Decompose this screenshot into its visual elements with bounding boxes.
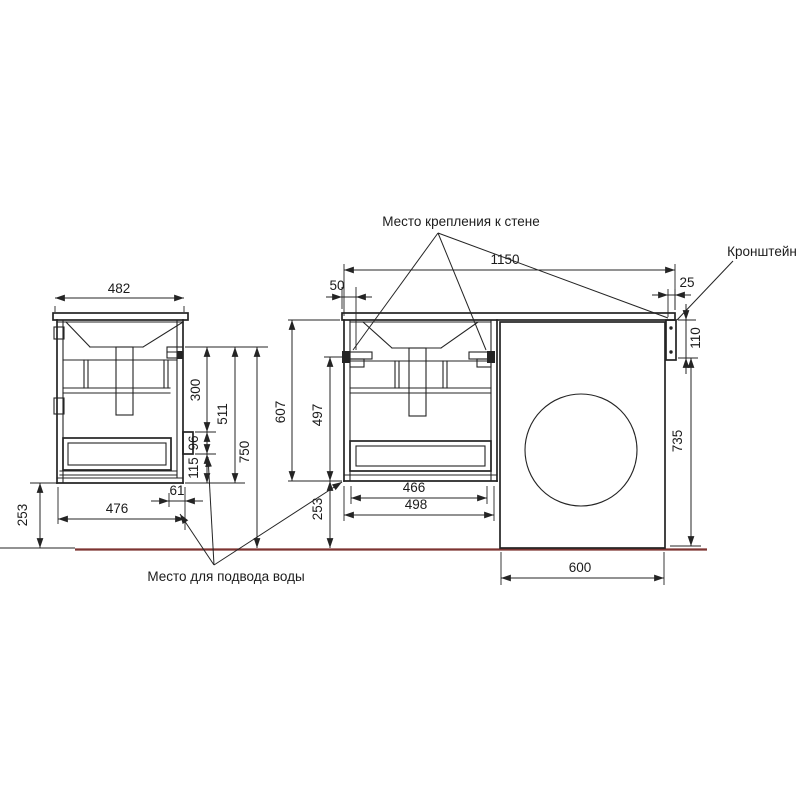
side-drain-pipe (116, 347, 133, 415)
dim-497: 497 (310, 403, 325, 427)
dim-482: 482 (107, 281, 131, 296)
dim-511: 511 (215, 403, 230, 425)
front-view-cabinet (342, 313, 675, 481)
dim-1150: 1150 (490, 252, 520, 267)
dim-735: 735 (670, 429, 685, 453)
bracket-label: Кронштейн (727, 244, 797, 259)
front-drain-pipe (409, 348, 426, 416)
bracket-screw-bottom (669, 350, 672, 353)
dim-476: 476 (105, 501, 129, 516)
bracket-plate (666, 320, 676, 360)
washing-machine (500, 322, 665, 548)
bracket-screw-top (669, 326, 672, 329)
dim-498: 498 (404, 497, 428, 512)
dim-253-side: 253 (15, 503, 30, 527)
dim-96: 96 (186, 435, 201, 451)
dim-300: 300 (188, 378, 203, 402)
dim-61: 61 (169, 483, 185, 498)
wall-bracket (666, 320, 676, 360)
dim-110: 110 (688, 327, 703, 349)
front-view-dimensions (273, 252, 703, 585)
front-basin (350, 322, 491, 348)
dim-25: 25 (679, 275, 695, 290)
front-countertop (342, 313, 675, 320)
front-mounting-bracket-right (469, 351, 495, 367)
bracket-callout (677, 244, 797, 320)
dim-50: 50 (329, 278, 345, 293)
wall-mount-label: Место крепления к стене (382, 214, 540, 229)
dim-600: 600 (568, 560, 592, 575)
water-supply-label: Место для подвода воды (147, 569, 305, 584)
washing-machine-body (500, 322, 665, 548)
wall-mount-callout (353, 214, 668, 350)
dim-607: 607 (273, 400, 288, 424)
side-mounting-bracket (167, 347, 183, 359)
front-mounting-bracket-left (342, 351, 372, 367)
dim-750: 750 (237, 440, 252, 464)
dim-115: 115 (186, 457, 201, 479)
side-view-dimensions (15, 281, 268, 548)
dim-253-front: 253 (310, 497, 325, 521)
side-view-cabinet (53, 313, 193, 483)
washing-machine-door (525, 394, 637, 506)
side-basin (57, 322, 183, 347)
side-countertop (53, 313, 188, 320)
dim-466: 466 (402, 480, 426, 495)
